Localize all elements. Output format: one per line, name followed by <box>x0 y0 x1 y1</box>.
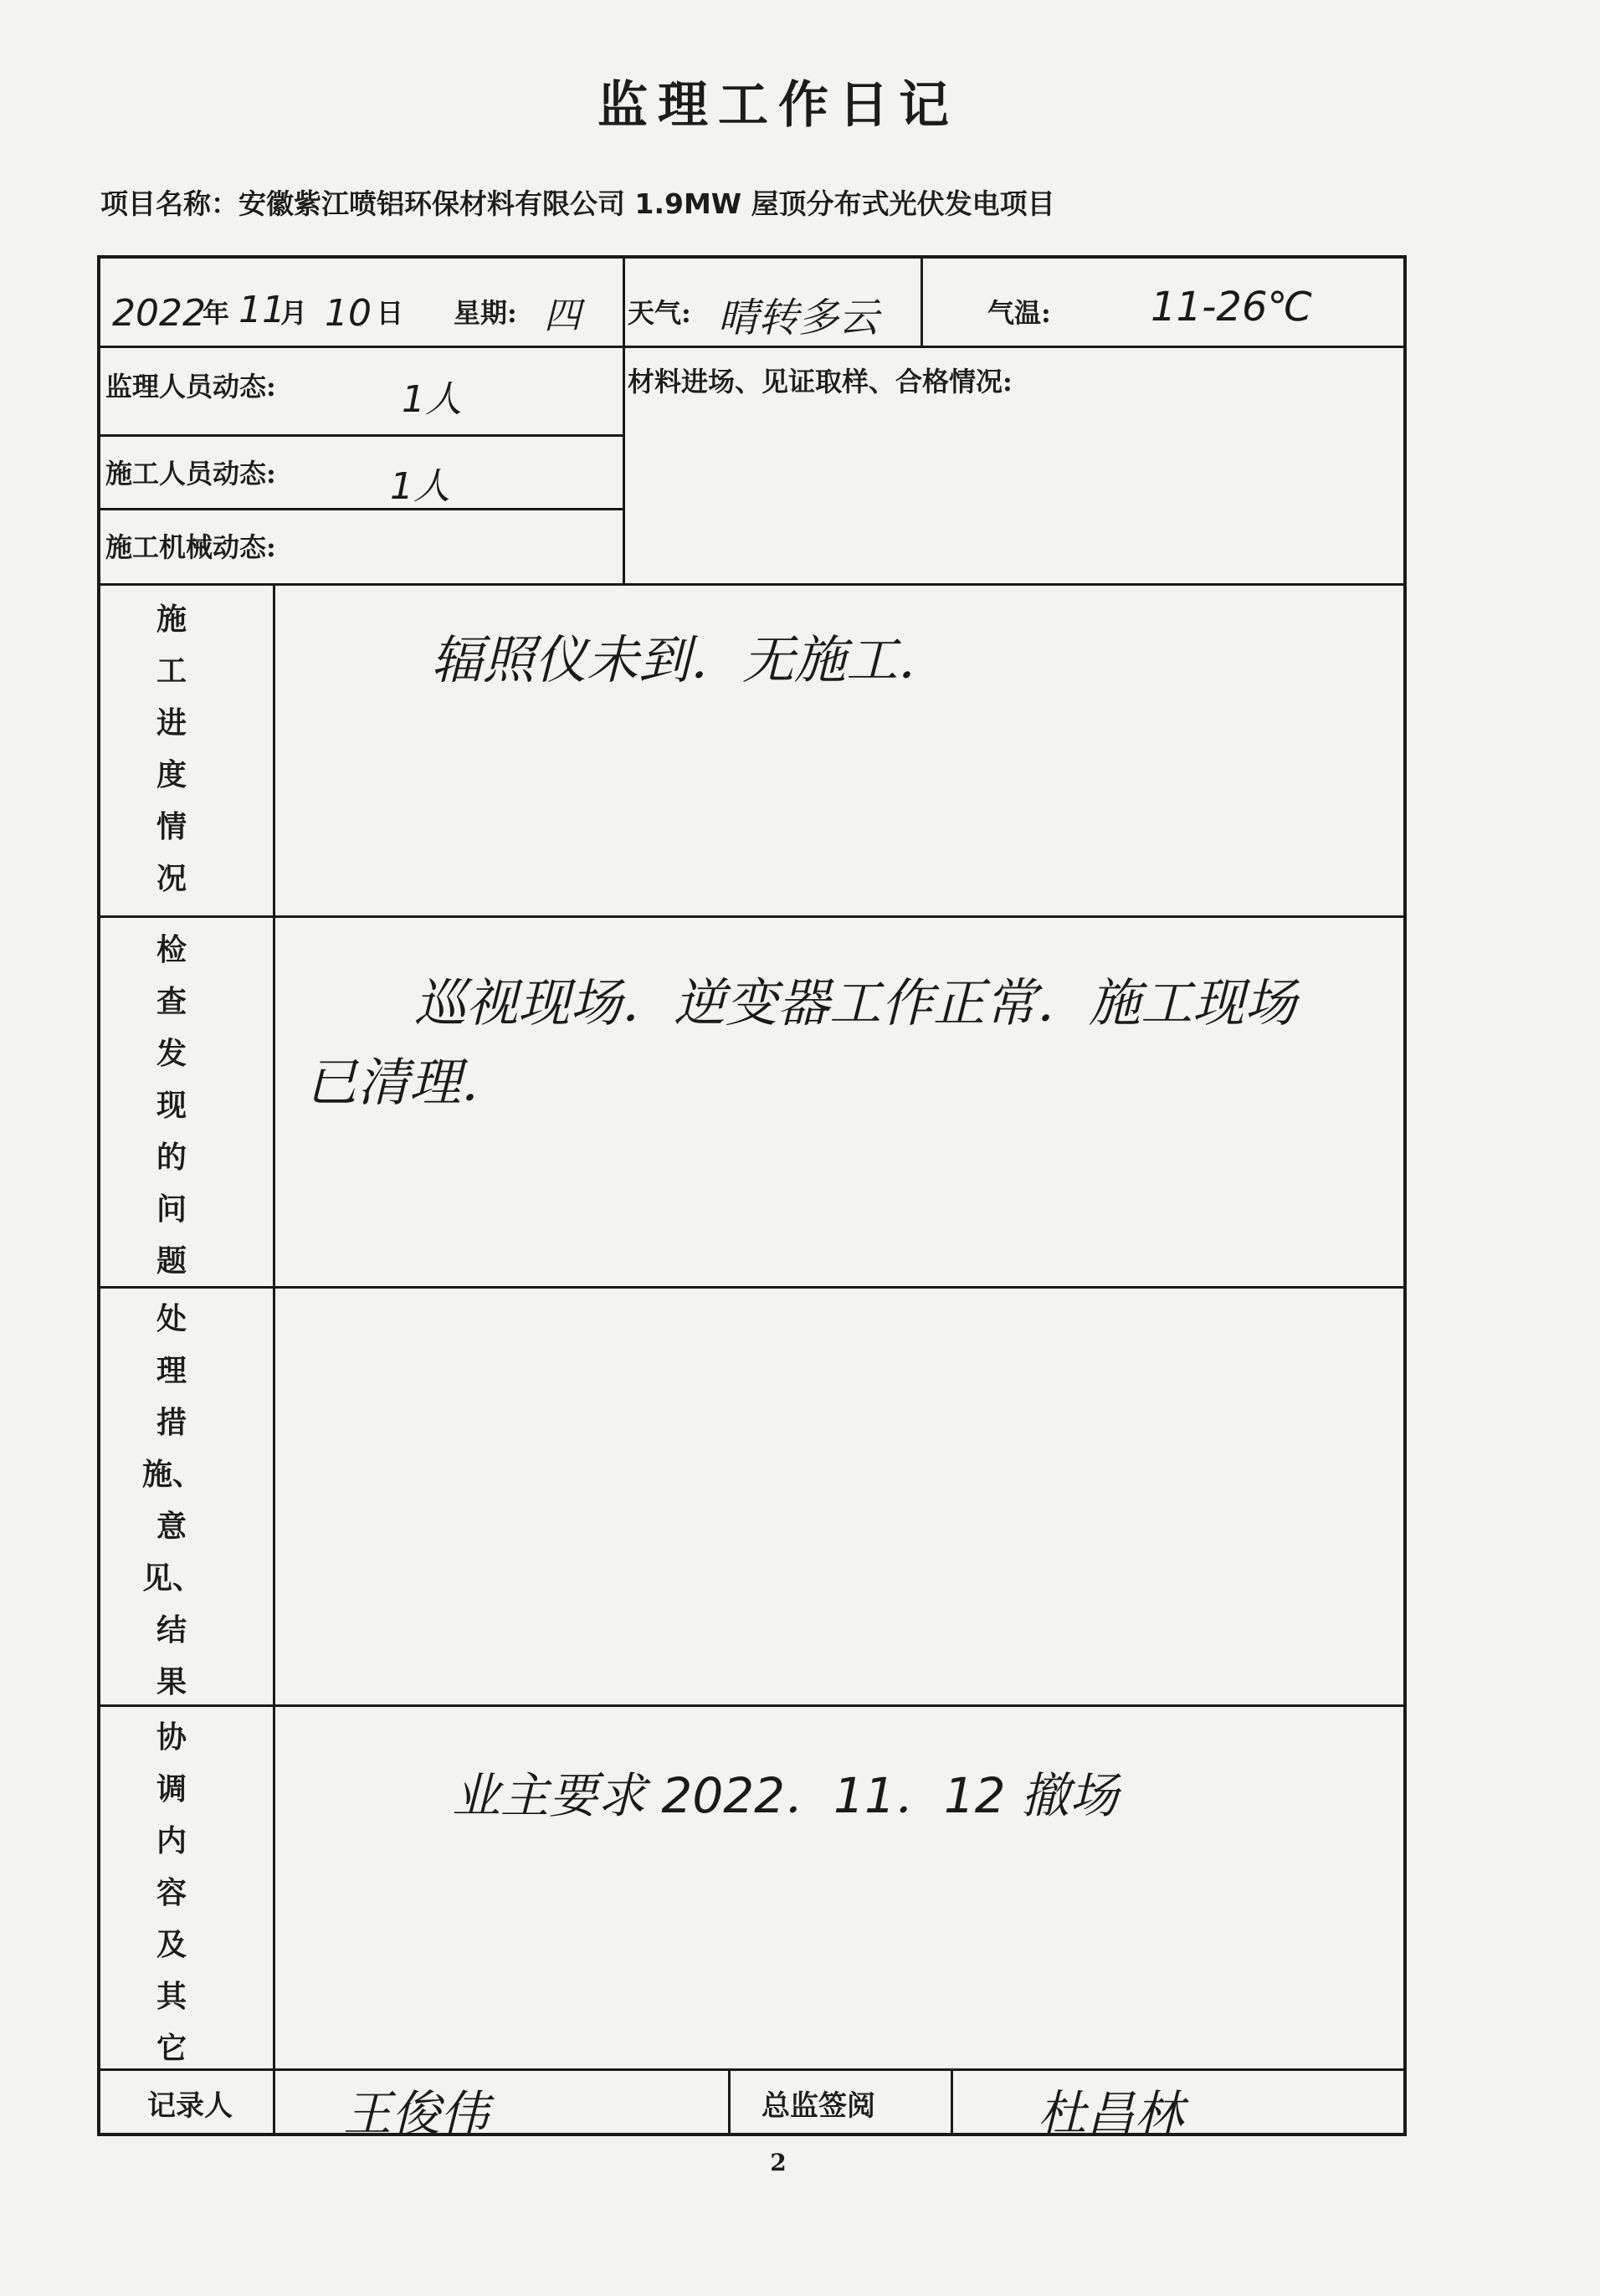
section-label-char: 问 <box>156 1192 187 1227</box>
year-value: 2022 <box>112 292 206 335</box>
measures-section-label <box>142 1293 201 1708</box>
row-divider <box>100 915 1403 918</box>
section-label-char: 的 <box>156 1140 187 1175</box>
row-divider <box>100 1704 1403 1707</box>
section-label-char: 进 <box>156 705 187 741</box>
section-label-char: 容 <box>156 1875 187 1910</box>
row-divider <box>100 508 623 510</box>
section-label-char: 度 <box>156 757 187 792</box>
chief-review-label: 总监签阅 <box>762 2089 875 2123</box>
section-label-char: 内 <box>156 1823 187 1858</box>
supervisor-value: 1人 <box>402 378 462 421</box>
col-divider <box>273 583 275 2136</box>
diary-form <box>97 255 1407 2142</box>
recorder-signature: 王俊伟 <box>343 2085 490 2142</box>
section-label-char: 措 <box>156 1405 187 1440</box>
issues-text-line1: 巡视现场．逆变器工作正常．施工现场 <box>414 972 1297 1033</box>
day-label: 日 <box>377 297 404 329</box>
issues-section-label <box>142 924 201 1287</box>
section-label-char: 及 <box>156 1927 187 1962</box>
day-value: 10 <box>325 292 372 335</box>
section-label-char: 发 <box>156 1036 187 1071</box>
chief-signature: 杜昌林 <box>1038 2085 1184 2142</box>
section-label-char: 见、 <box>142 1561 203 1596</box>
weekday-value: 四 <box>544 295 581 337</box>
issues-text-line2: 已清理． <box>305 1052 514 1113</box>
coordination-text: 业主要求 2022．11．12 撤场 <box>452 1767 1119 1824</box>
weather-value: 晴转多云 <box>718 295 879 341</box>
section-label-char: 现 <box>156 1088 187 1123</box>
section-label-char: 检 <box>156 932 187 967</box>
temperature-value: 11-26℃ <box>1151 284 1313 331</box>
col-divider <box>623 259 625 583</box>
col-divider <box>951 2068 953 2136</box>
document-title: 监理工作日记 <box>597 76 959 135</box>
worker-value: 1人 <box>390 465 450 508</box>
row-divider <box>100 434 623 437</box>
col-divider <box>921 259 923 346</box>
section-label-char: 情 <box>156 809 187 844</box>
progress-text: 辐照仪未到．无施工． <box>431 629 951 690</box>
section-label-char: 结 <box>156 1612 187 1648</box>
coordination-section-label <box>142 1711 201 2074</box>
year-label: 年 <box>203 297 230 329</box>
section-label-char: 它 <box>156 2031 187 2066</box>
section-label-char: 果 <box>156 1664 187 1699</box>
section-label-char: 题 <box>156 1243 187 1279</box>
row-divider <box>100 346 1403 348</box>
col-divider <box>728 2068 731 2136</box>
weather-label: 天气: <box>628 297 691 329</box>
section-label-char: 协 <box>156 1719 187 1755</box>
page-number: 2 <box>770 2149 787 2176</box>
weekday-label: 星期: <box>454 297 517 329</box>
month-value: 11 <box>238 289 285 331</box>
section-label-char: 查 <box>156 984 187 1019</box>
row-divider <box>100 583 1403 586</box>
worker-label: 施工人员动态: <box>105 458 276 489</box>
month-label: 月 <box>280 297 308 329</box>
section-label-char: 调 <box>156 1771 187 1807</box>
section-label-char: 处 <box>156 1301 187 1336</box>
section-label-char: 理 <box>156 1353 187 1388</box>
machinery-label: 施工机械动态: <box>105 531 276 563</box>
section-label-char: 意 <box>156 1509 187 1544</box>
section-label-char: 况 <box>156 861 187 896</box>
section-label-char: 其 <box>156 1979 187 2014</box>
recorder-label: 记录人 <box>147 2089 233 2123</box>
progress-section-label <box>142 593 201 905</box>
section-label-char: 工 <box>156 653 187 689</box>
project-line <box>100 182 1055 222</box>
project-label: 项目名称： <box>100 187 238 220</box>
temperature-label: 气温: <box>987 297 1051 329</box>
row-divider <box>100 1286 1403 1289</box>
supervisor-label: 监理人员动态: <box>105 371 276 402</box>
section-label-char: 施 <box>156 602 187 637</box>
project-name: 安徽紫江喷铝环保材料有限公司 1.9MW 屋顶分布式光伏发电项目 <box>238 187 1055 220</box>
materials-label: 材料进场、见证取样、合格情况: <box>628 366 1013 397</box>
section-label-char: 施、 <box>142 1457 203 1492</box>
row-divider <box>100 2068 1403 2071</box>
